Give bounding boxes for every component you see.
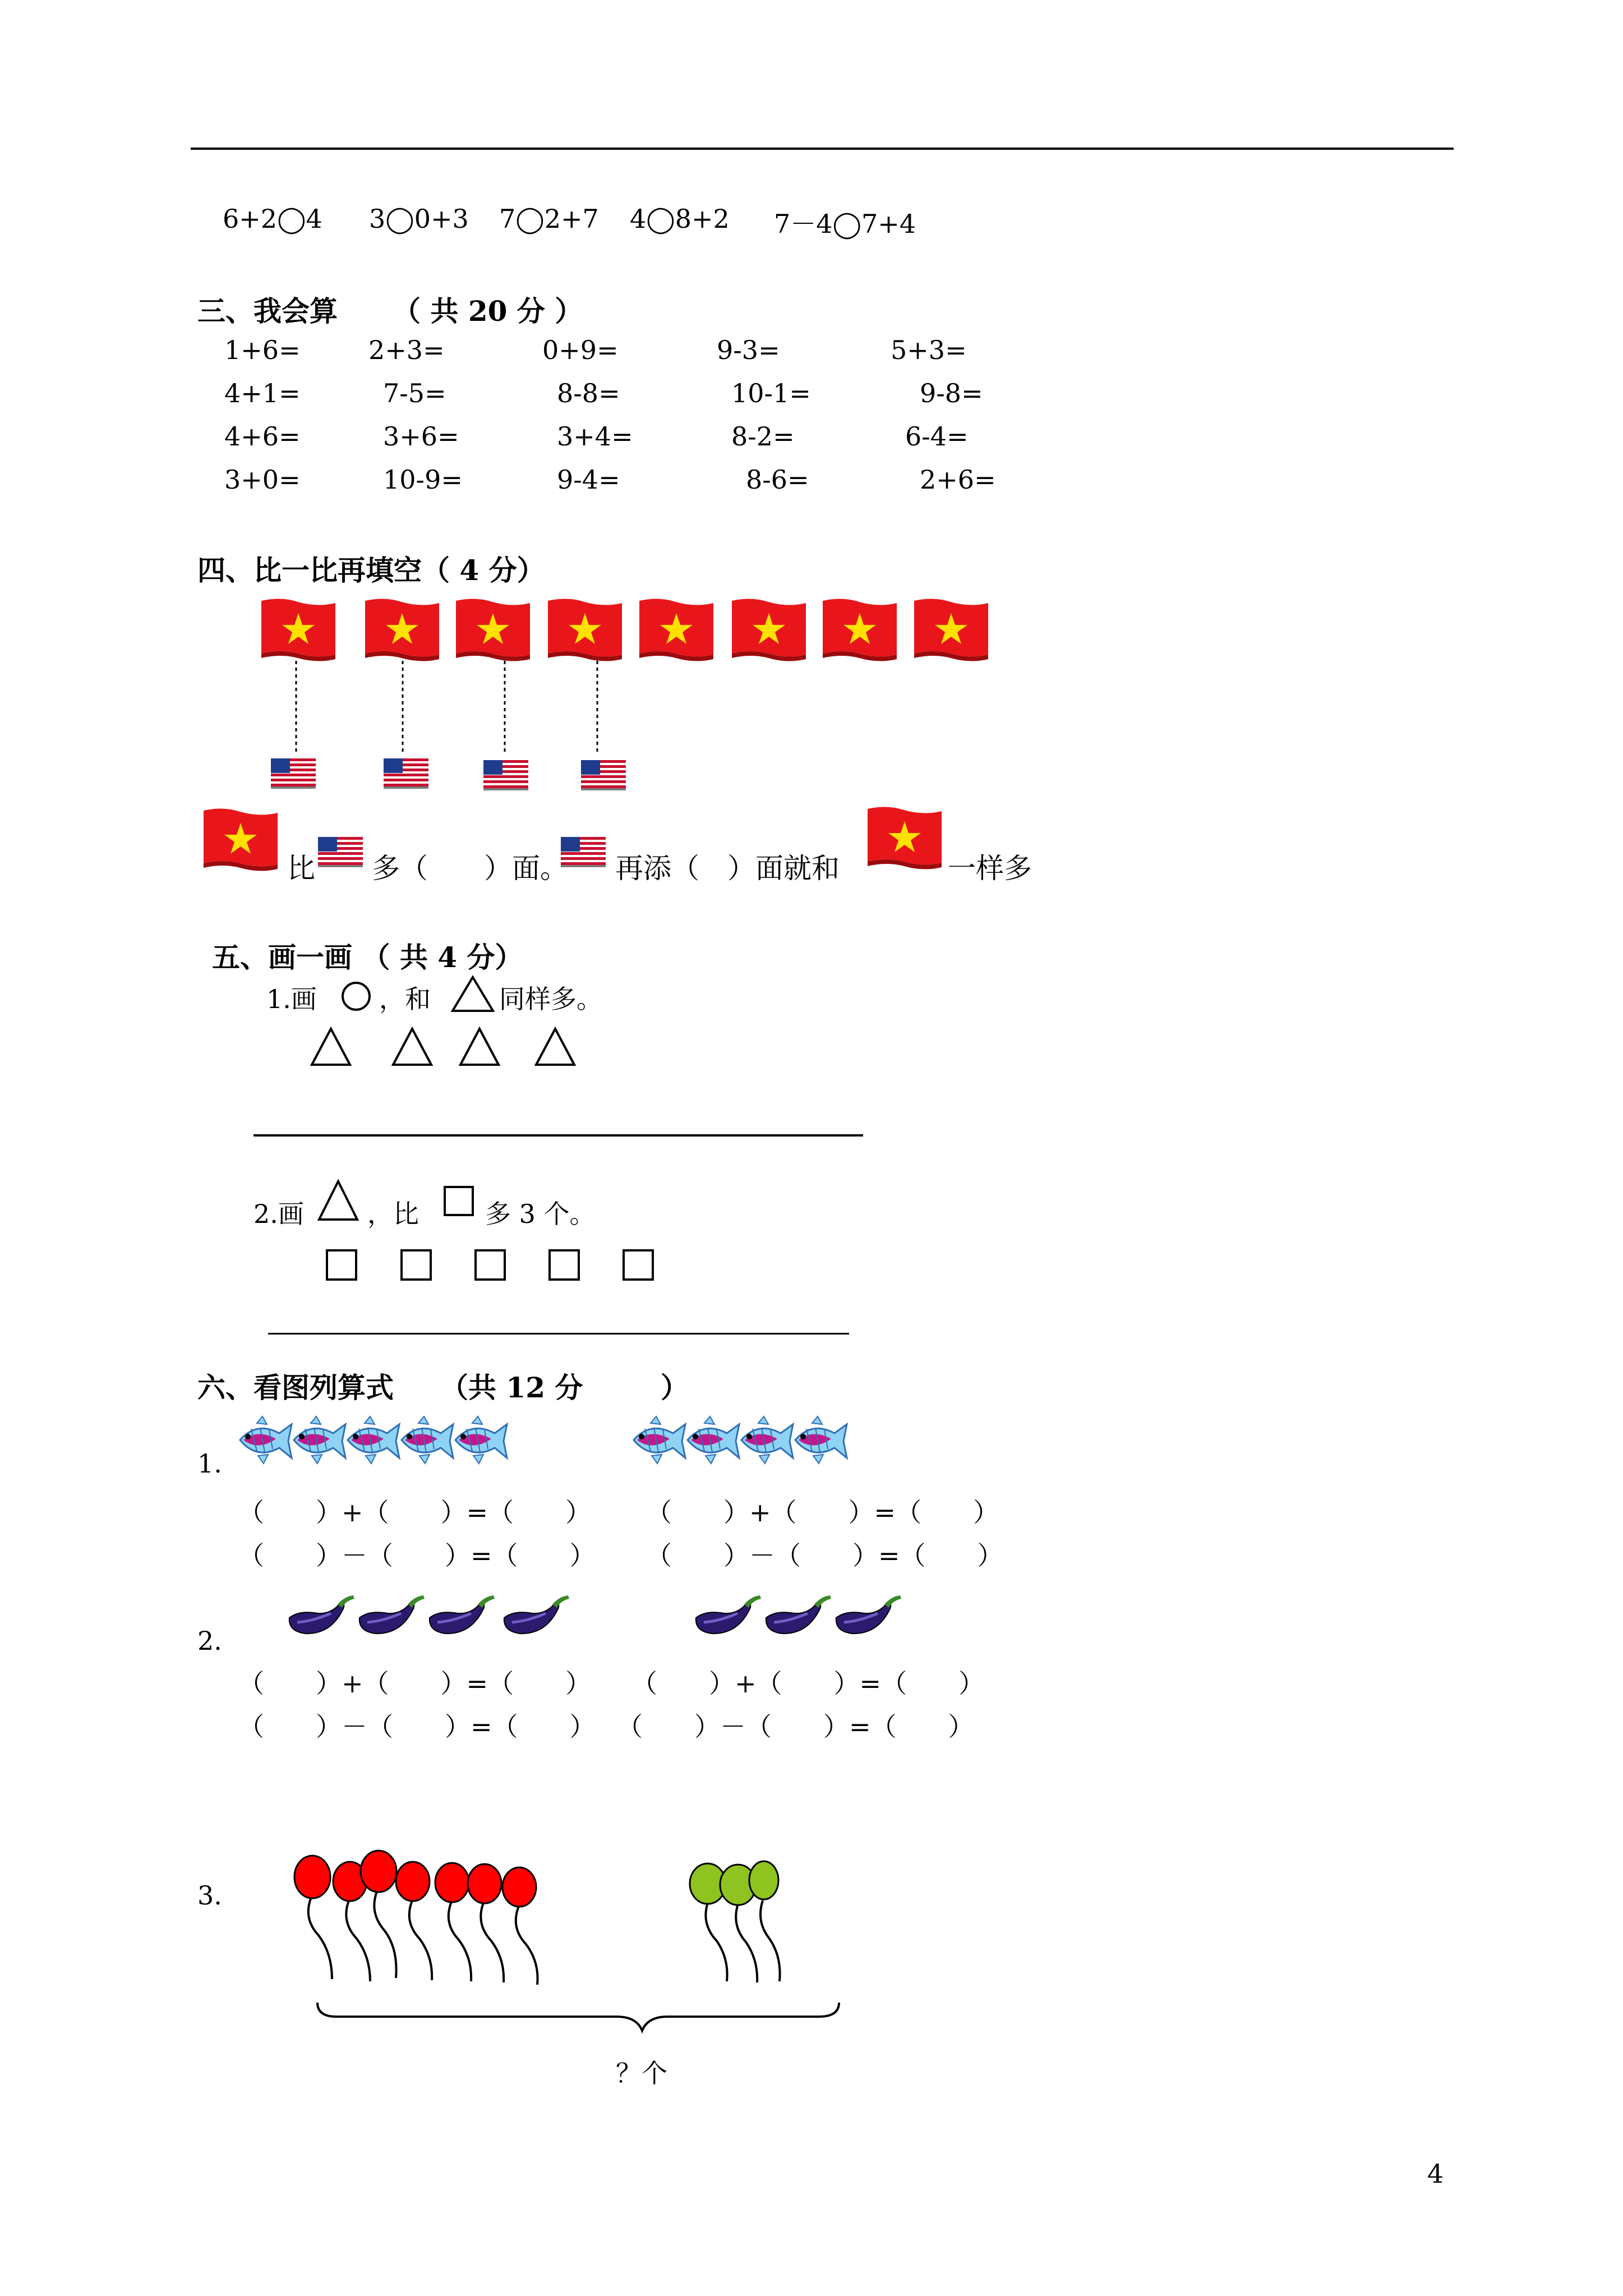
sentence-part-3: 再添（ ）面就和 [615,852,840,885]
page-number: 4 [1427,2159,1444,2189]
q2-eq-add-right: （ ）+（ ）=（ ） [631,1668,985,1699]
red-flag-icon [639,599,713,661]
calc-item: 2+6= [920,464,996,495]
q2-eq-add-left: （ ）+（ ）=（ ） [238,1668,592,1699]
red-flag-icon [914,599,988,661]
triangle-icon [460,1029,499,1065]
red-balloon-icon [435,1863,469,1902]
sentence-part-4: 一样多 [948,852,1032,885]
eggplant-icon [766,1595,831,1634]
red-balloon-icon [294,1856,330,1898]
compare-item-5: 7－4◯7+4 [774,209,916,239]
red-flag-icon [261,599,335,661]
balloon-strings [308,1892,780,1985]
calc-item: 1+6= [224,335,301,365]
triangle-row [308,1025,589,1070]
triangle-icon [312,1029,350,1065]
eggplant-icon [836,1595,901,1634]
eggplant-icon [359,1595,425,1634]
section3-score: （ 共 20 分 ） [393,295,583,328]
small-flag-icon [483,760,528,790]
red-balloon-icon [361,1851,396,1892]
eggplant-figure [0,1582,1623,1666]
square-icon [624,1250,653,1280]
sentence-part-2: 多（ ）面。 [372,852,568,885]
small-flag-icon [581,760,626,790]
square-row [325,1249,662,1288]
q2-number: 2. [197,1626,222,1656]
red-balloon-icon [396,1862,430,1901]
triangle-icon [536,1029,574,1065]
calc-item: 9-8= [920,378,983,408]
fish-icon [348,1416,399,1464]
fish-icon [795,1416,847,1464]
eggplant-icon [696,1595,761,1634]
green-balloon-icon [749,1861,778,1899]
eggplant-icon [504,1595,569,1634]
fish-icon [240,1416,292,1464]
connector-lines [296,661,597,754]
fish-icon [402,1416,453,1464]
fish-icon [455,1416,507,1464]
red-balloon-icon [468,1864,501,1903]
small-flag-icon [271,758,316,789]
q2-eq-sub-right: （ ）－（ ）=（ ） [617,1711,974,1742]
q2-text-1: 2.画 [253,1199,304,1229]
calc-item: 10-1= [731,378,811,408]
square-icon [443,1185,477,1219]
q1-eq-add-left: （ ）+（ ）=（ ） [238,1497,592,1527]
square-icon [402,1250,431,1280]
calc-item: 2+3= [368,335,445,365]
red-flag-icon [456,599,530,661]
q1-eq-sub-right: （ ）－（ ）=（ ） [646,1540,1003,1571]
calc-item: 3+6= [383,421,459,452]
section5-title: 五、画一画 （ 共 4 分） [212,941,523,974]
flag-comparison-figure [0,0,1623,926]
square-icon [327,1250,356,1280]
calc-item: 6-4= [905,421,969,452]
red-flag-icon [204,808,278,871]
compare-item-3: 7◯2+7 [499,204,599,234]
q1-text-1: 1.画 [266,984,317,1014]
red-flag-icon [732,599,806,661]
section6-score: （共 12 分 [440,1371,583,1404]
q1-eq-sub-left: （ ）－（ ）=（ ） [238,1540,596,1571]
calc-item: 9-4= [557,464,620,495]
square-icon [476,1250,505,1280]
red-flag-icon [823,599,897,661]
q2-eq-sub-left: （ ）－（ ）=（ ） [238,1711,596,1742]
triangle-icon [393,1029,431,1065]
red-flag-icon [365,599,439,661]
calc-item: 10-9= [383,464,463,495]
sentence-part-1: 比 [287,852,315,885]
fish-icon [294,1416,345,1464]
square-icon [550,1250,579,1280]
section6-score-close: ） [661,1371,689,1404]
q1-text-3: 同样多。 [499,984,602,1014]
q1-eq-add-right: （ ）+（ ）=（ ） [646,1497,999,1527]
calc-item: 8-6= [746,464,809,495]
balloon-figure [0,1834,1623,2059]
section3-title: 三、我会算 [197,295,338,328]
calc-item: 9-3= [717,335,780,365]
compare-item-1: 6+2◯4 [223,204,322,234]
answer-line-1 [253,1134,863,1137]
calc-item: 3+4= [557,421,633,452]
red-flag-icon [548,599,622,661]
calc-item: 3+0= [224,464,301,495]
fish-icon [688,1416,739,1464]
fish-icon [634,1416,685,1464]
q3-question: ？个 [616,2058,667,2088]
calc-item: 5+3= [891,335,967,365]
small-flag-icon [318,837,363,867]
brace-icon [317,2003,839,2031]
q1-text-2: ，和 [379,984,431,1014]
answer-line-2 [268,1333,849,1335]
circle-icon [340,979,374,1013]
q3-number: 3. [197,1880,222,1911]
calc-item: 8-2= [731,421,795,452]
calc-item: 7-5= [383,378,446,408]
red-flag-icon [868,807,942,869]
red-balloon-icon [502,1867,536,1907]
calc-item: 0+9= [542,335,619,365]
triangle-icon [317,1179,362,1224]
calc-item: 4+6= [224,421,301,452]
q2-text-2: ，比 [367,1199,419,1229]
calc-item: 4+1= [224,378,301,408]
section4-title: 四、比一比再填空（ 4 分） [197,554,545,587]
triangle-icon [451,975,496,1014]
fish-icon [741,1416,793,1464]
q2-text-3: 多 3 个。 [485,1199,596,1229]
eggplant-icon [289,1595,354,1634]
q1-number: 1. [197,1448,222,1479]
section6-title: 六、看图列算式 [197,1371,394,1404]
compare-item-2: 3◯0+3 [369,204,469,234]
small-flag-icon [384,758,428,789]
compare-item-4: 4◯8+2 [630,204,730,234]
calc-item: 8-8= [557,378,620,408]
eggplant-icon [430,1595,495,1634]
